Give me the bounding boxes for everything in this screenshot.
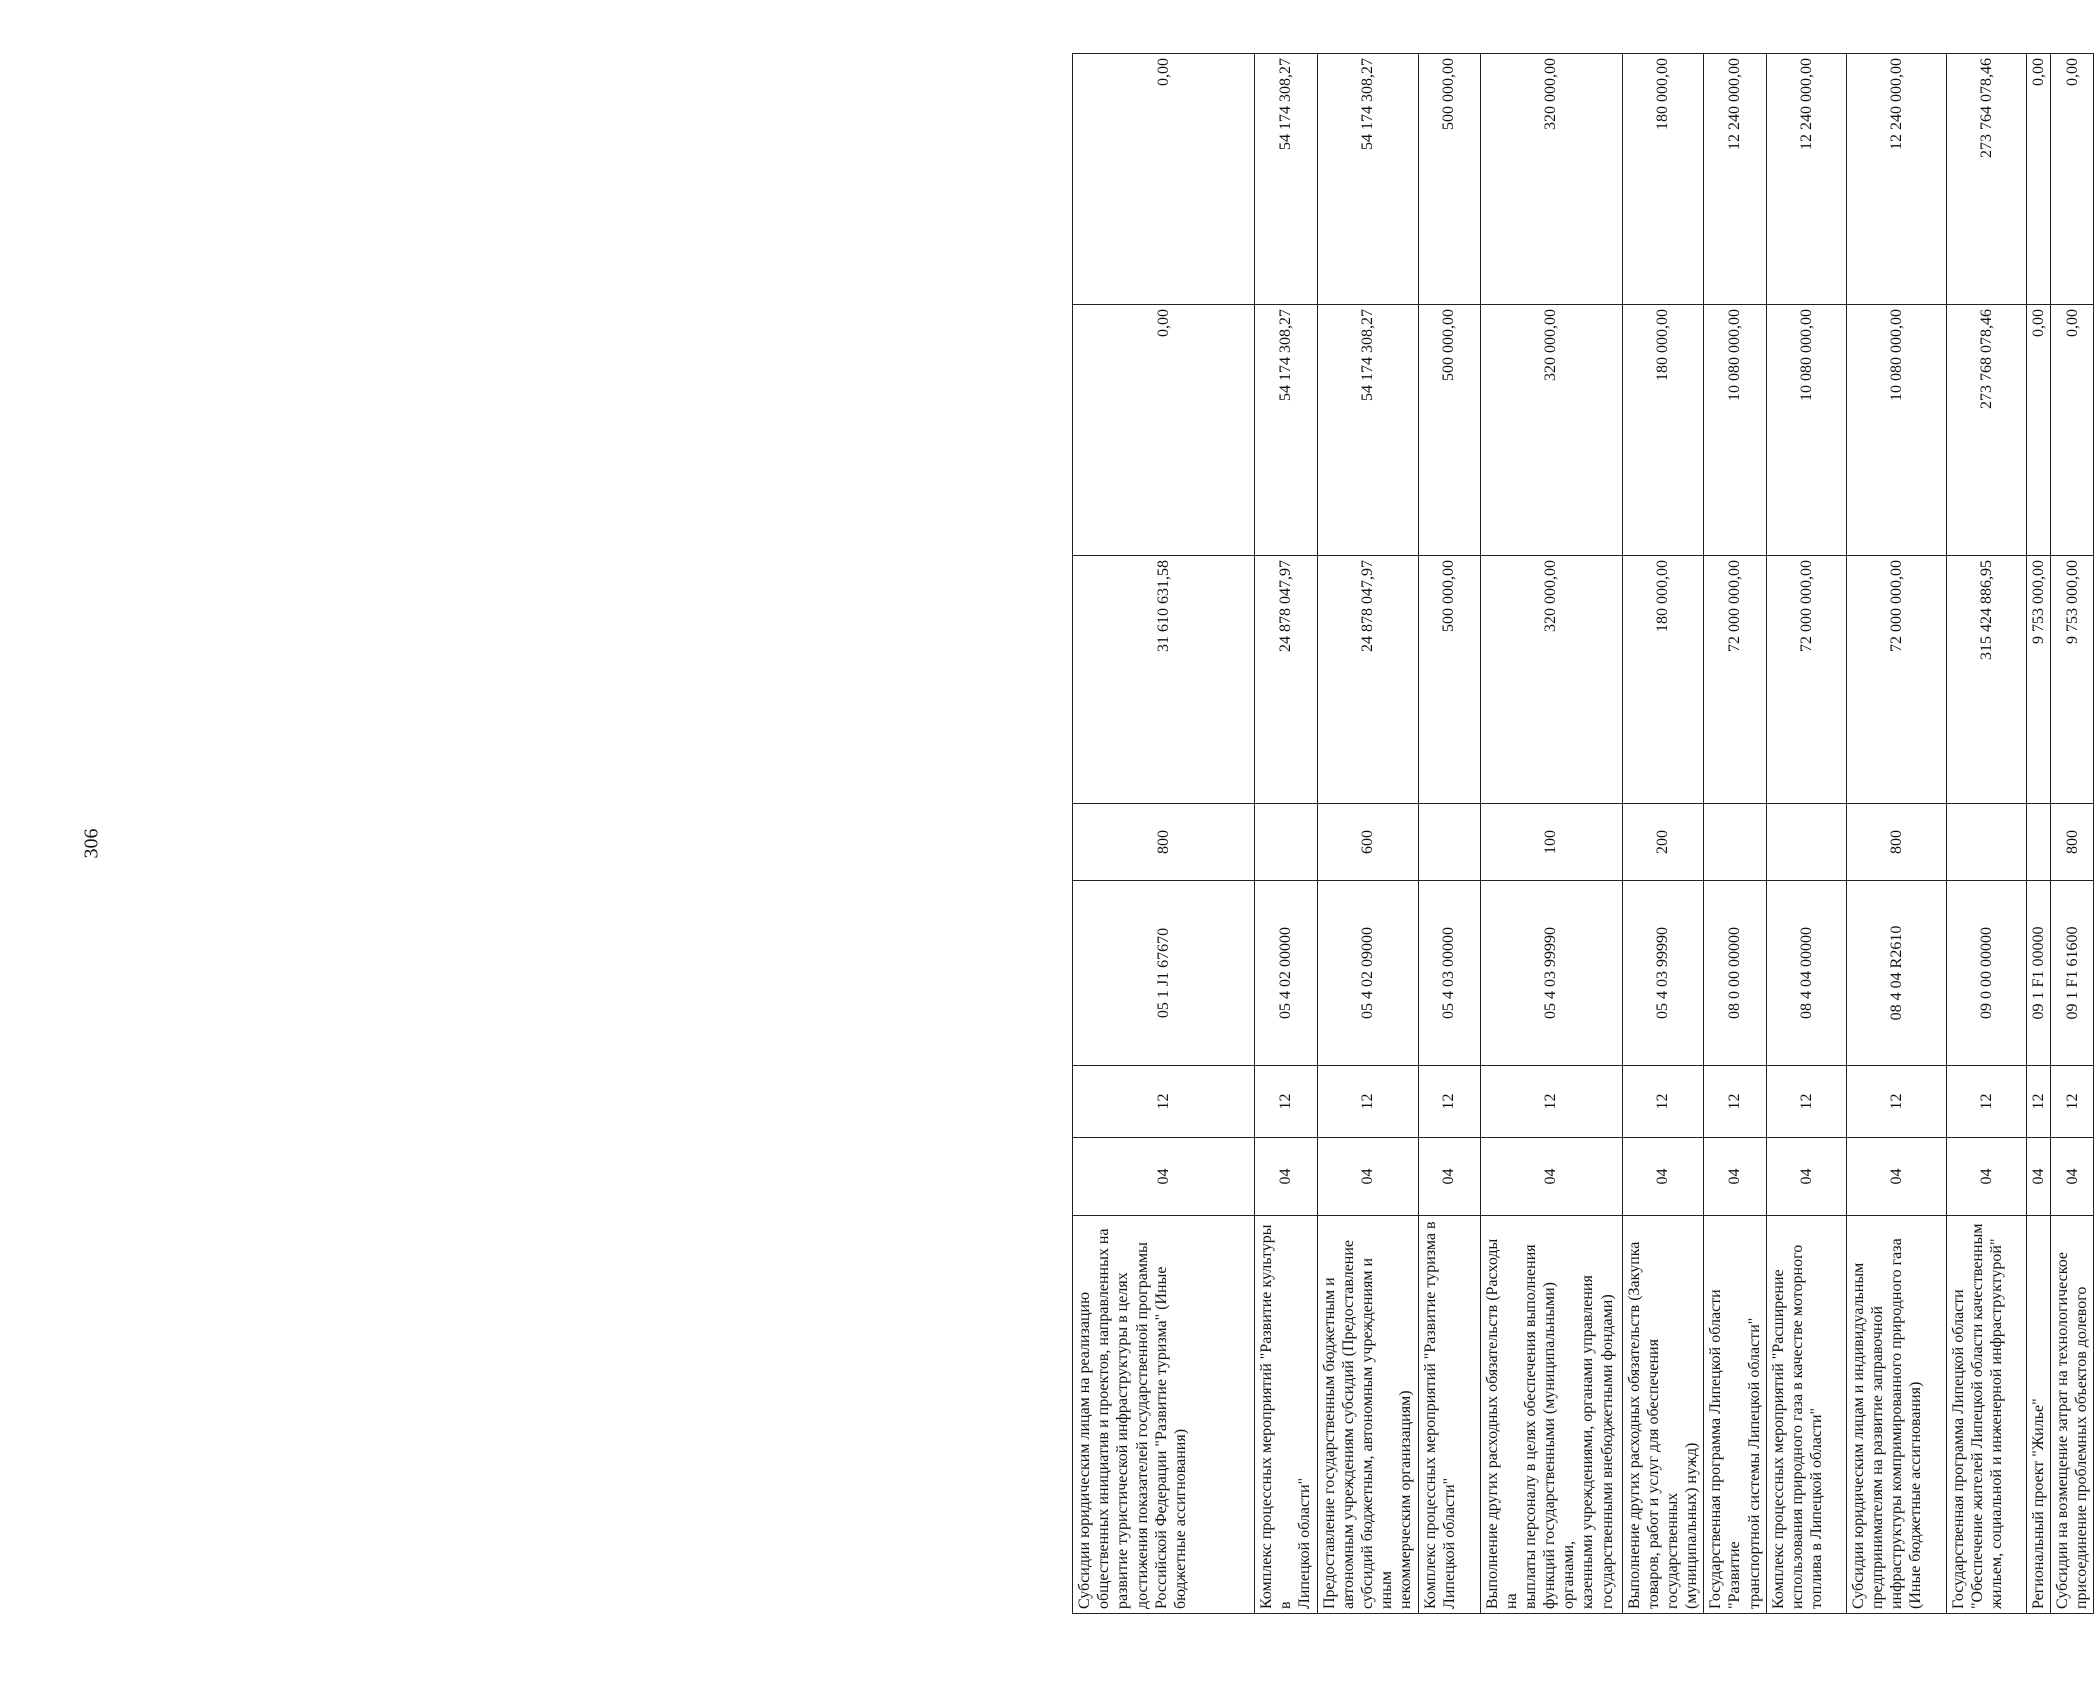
amount-year-1: 31 610 631,58	[1073, 556, 1255, 804]
table-row	[1480, 54, 1622, 1614]
table-row	[2026, 54, 2050, 1614]
subsection-code: 12	[2051, 1066, 2094, 1138]
subsection-code: 12	[1846, 1066, 1946, 1138]
target-article-code: 08 4 04 R2610	[1846, 881, 1946, 1066]
amount-year-1: 315 424 886,95	[1946, 556, 2026, 804]
table-row	[1073, 54, 1255, 1614]
expense-type-code: 100	[1480, 804, 1622, 881]
subsection-code: 12	[1946, 1066, 2026, 1138]
target-article-code: 05 1 J1 67670	[1073, 881, 1255, 1066]
subsection-code: 12	[1073, 1066, 1255, 1138]
section-code: 04	[1317, 1138, 1418, 1216]
target-article-code: 08 4 04 00000	[1766, 881, 1846, 1066]
amount-year-3: 12 240 000,00	[1704, 54, 1767, 305]
expense-type-code: 800	[1073, 804, 1255, 881]
table-row	[1255, 54, 1318, 1614]
table-row	[1846, 54, 1946, 1614]
amount-year-1: 320 000,00	[1480, 556, 1622, 804]
expense-type-code: 600	[1317, 804, 1418, 881]
rotated-page-content	[1072, 54, 2091, 1614]
target-article-code: 05 4 03 00000	[1418, 881, 1480, 1066]
table-row	[1704, 54, 1767, 1614]
amount-year-3: 0,00	[2026, 54, 2050, 305]
subsection-code: 12	[1704, 1066, 1767, 1138]
target-article-code: 09 0 00 00000	[1946, 881, 2026, 1066]
row-description: Субсидии юридическим лицам и индивидуальным предпринимателям на развитие заправочной инфраструктуры компримированного природного газа (Иные бюджетные ассигнования)	[1846, 1216, 1946, 1614]
amount-year-1: 24 878 047,97	[1317, 556, 1418, 804]
row-description: Комплекс процессных мероприятий "Развитие туризма в Липецкой области"	[1418, 1216, 1480, 1614]
section-code: 04	[1622, 1138, 1704, 1216]
expense-type-code	[2026, 804, 2050, 881]
subsection-code: 12	[1622, 1066, 1704, 1138]
amount-year-2: 0,00	[2026, 305, 2050, 556]
section-code: 04	[1255, 1138, 1318, 1216]
subsection-code: 12	[1480, 1066, 1622, 1138]
page-number: 306	[80, 828, 103, 859]
row-description: Государственная программа Липецкой области "Обеспечение жителей Липецкой области качественным жильем, социальной и инженерной инфраструктурой"	[1946, 1216, 2026, 1614]
row-description: Комплекс процессных мероприятий "Расширение использования природного газа в качестве моторного топлива в Липецкой области"	[1766, 1216, 1846, 1614]
amount-year-1: 9 753 000,00	[2051, 556, 2094, 804]
section-code: 04	[1946, 1138, 2026, 1216]
expense-type-code	[1255, 804, 1318, 881]
target-article-code: 05 4 03 99990	[1480, 881, 1622, 1066]
section-code: 04	[1766, 1138, 1846, 1216]
section-code: 04	[1073, 1138, 1255, 1216]
row-description: Выполнение других расходных обязательств (Закупка товаров, работ и услуг для обеспечения государственных (муниципальных) нужд)	[1622, 1216, 1704, 1614]
amount-year-3: 54 174 308,27	[1317, 54, 1418, 305]
budget-table	[1072, 53, 2094, 1614]
table-body	[1073, 54, 2094, 1614]
amount-year-2: 320 000,00	[1480, 305, 1622, 556]
expense-type-code	[1766, 804, 1846, 881]
amount-year-1: 72 000 000,00	[1766, 556, 1846, 804]
subsection-code: 12	[1255, 1066, 1318, 1138]
row-description: Региональный проект "Жилье"	[2026, 1216, 2050, 1614]
amount-year-3: 500 000,00	[1418, 54, 1480, 305]
subsection-code: 12	[1317, 1066, 1418, 1138]
target-article-code: 09 1 F1 61600	[2051, 881, 2094, 1066]
amount-year-3: 0,00	[1073, 54, 1255, 305]
subsection-code: 12	[1418, 1066, 1480, 1138]
row-description: Выполнение других расходных обязательств (Расходы на выплаты персоналу в целях обеспечения выполнения функций государственными (муниципальными) органами, казенными учреждениями, органами управления государственными внебюджетными фондами)	[1480, 1216, 1622, 1614]
expense-type-code	[1946, 804, 2026, 881]
amount-year-3: 273 764 078,46	[1946, 54, 2026, 305]
table-row	[1766, 54, 1846, 1614]
amount-year-2: 54 174 308,27	[1317, 305, 1418, 556]
table-row	[1622, 54, 1704, 1614]
row-description: Субсидии на возмещение затрат на технологическое присоединение проблемных объектов долевого	[2051, 1216, 2094, 1614]
table-row	[2051, 54, 2094, 1614]
amount-year-2: 273 768 078,46	[1946, 305, 2026, 556]
target-article-code: 08 0 00 00000	[1704, 881, 1767, 1066]
amount-year-2: 0,00	[2051, 305, 2094, 556]
amount-year-2: 0,00	[1073, 305, 1255, 556]
row-description: Государственная программа Липецкой области "Развитие транспортной системы Липецкой области"	[1704, 1216, 1767, 1614]
amount-year-2: 180 000,00	[1622, 305, 1704, 556]
table-row	[1317, 54, 1418, 1614]
amount-year-2: 10 080 000,00	[1846, 305, 1946, 556]
subsection-code: 12	[1766, 1066, 1846, 1138]
expense-type-code	[1418, 804, 1480, 881]
row-description: Предоставление государственным бюджетным и автономным учреждениям субсидий (Предоставление субсидий бюджетным, автономным учреждениям и иным некоммерческим организациям)	[1317, 1216, 1418, 1614]
section-code: 04	[2026, 1138, 2050, 1216]
expense-type-code: 800	[1846, 804, 1946, 881]
section-code: 04	[1418, 1138, 1480, 1216]
amount-year-3: 320 000,00	[1480, 54, 1622, 305]
expense-type-code: 200	[1622, 804, 1704, 881]
row-description: Комплекс процессных мероприятий "Развитие культуры в Липецкой области"	[1255, 1216, 1318, 1614]
target-article-code: 05 4 02 00000	[1255, 881, 1318, 1066]
amount-year-2: 500 000,00	[1418, 305, 1480, 556]
section-code: 04	[1846, 1138, 1946, 1216]
amount-year-1: 9 753 000,00	[2026, 556, 2050, 804]
target-article-code: 09 1 F1 00000	[2026, 881, 2050, 1066]
amount-year-2: 54 174 308,27	[1255, 305, 1318, 556]
subsection-code: 12	[2026, 1066, 2050, 1138]
amount-year-1: 500 000,00	[1418, 556, 1480, 804]
target-article-code: 05 4 03 99990	[1622, 881, 1704, 1066]
expense-type-code: 800	[2051, 804, 2094, 881]
amount-year-3: 54 174 308,27	[1255, 54, 1318, 305]
target-article-code: 05 4 02 09000	[1317, 881, 1418, 1066]
amount-year-1: 24 878 047,97	[1255, 556, 1318, 804]
amount-year-3: 180 000,00	[1622, 54, 1704, 305]
table-row	[1418, 54, 1480, 1614]
expense-type-code	[1704, 804, 1767, 881]
amount-year-3: 0,00	[2051, 54, 2094, 305]
section-code: 04	[1480, 1138, 1622, 1216]
section-code: 04	[1704, 1138, 1767, 1216]
row-description: Субсидии юридическим лицам на реализацию общественных инициатив и проектов, направленных на развитие туристической инфраструктуры в целях достижения показателей государственной программы Российской Федерации "Развитие туризма" (Иные бюджетные ассигнования)	[1073, 1216, 1255, 1614]
amount-year-2: 10 080 000,00	[1704, 305, 1767, 556]
amount-year-3: 12 240 000,00	[1846, 54, 1946, 305]
amount-year-1: 180 000,00	[1622, 556, 1704, 804]
amount-year-1: 72 000 000,00	[1846, 556, 1946, 804]
amount-year-3: 12 240 000,00	[1766, 54, 1846, 305]
amount-year-2: 10 080 000,00	[1766, 305, 1846, 556]
amount-year-1: 72 000 000,00	[1704, 556, 1767, 804]
section-code: 04	[2051, 1138, 2094, 1216]
table-row	[1946, 54, 2026, 1614]
